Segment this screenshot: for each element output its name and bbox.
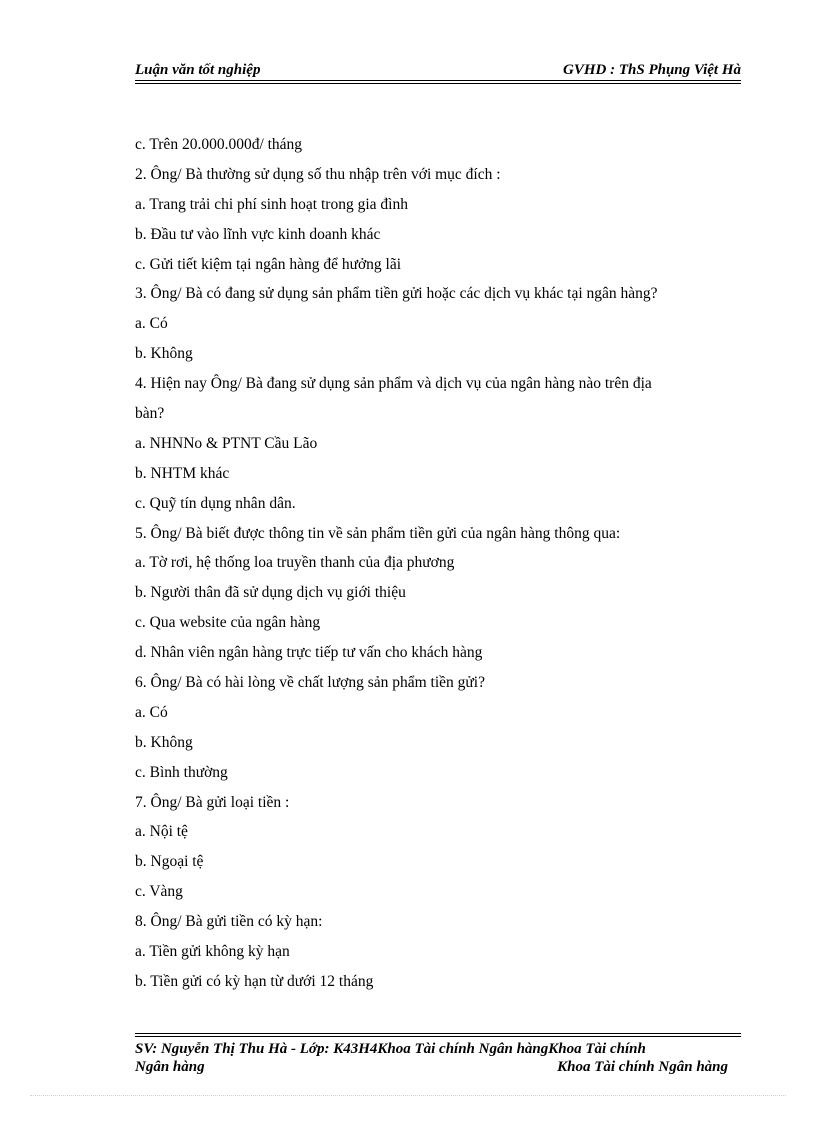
answer-option: a. Có [135, 315, 168, 333]
question-line: 4. Hiện nay Ông/ Bà đang sử dụng sản phẩm và dịch vụ của ngân hàng nào trên địa [135, 375, 652, 393]
footer-student-line: SV: Nguyễn Thị Thu Hà - Lớp: K43H4Khoa Tài chính Ngân hàngKhoa Tài chính [135, 1041, 646, 1057]
header-rule-top [135, 80, 741, 81]
answer-option: a. NHNNo & PTNT Cầu Lão [135, 434, 318, 452]
answer-option: b. Tiền gửi có kỳ hạn từ dưới 12 tháng [135, 972, 374, 990]
answer-option: a. Trang trải chi phí sinh hoạt trong gia đình [135, 195, 408, 213]
header-rule-bottom [135, 83, 741, 84]
answer-option: b. Không [135, 733, 193, 751]
page-boundary [30, 1095, 786, 1096]
answer-option: c. Bình thường [135, 763, 228, 781]
question-line: 2. Ông/ Bà thường sử dụng số thu nhập trên với mục đích : [135, 165, 501, 183]
answer-option: b. Người thân đã sử dụng dịch vụ giới thiệu [135, 584, 406, 602]
answer-option: a. Có [135, 703, 168, 721]
answer-option: b. Ngoại tệ [135, 853, 204, 871]
answer-option: d. Nhân viên ngân hàng trực tiếp tư vấn cho khách hàng [135, 644, 483, 662]
questionnaire-body [135, 130, 741, 997]
answer-option: a. Tiền gửi không kỳ hạn [135, 943, 290, 961]
page-header [135, 62, 741, 80]
page-footer [135, 1040, 741, 1076]
answer-option: a. Tờ rơi, hệ thống loa truyền thanh của địa phương [135, 554, 455, 572]
footer-second-line [135, 1058, 741, 1076]
question-line: 6. Ông/ Bà có hài lòng về chất lượng sản phẩm tiền gửi? [135, 674, 485, 692]
text-line: c. Trên 20.000.000đ/ tháng [135, 136, 303, 153]
header-supervisor: GVHD : ThS Phụng Việt Hà [563, 62, 741, 78]
answer-option: b. Đầu tư vào lĩnh vực kinh doanh khác [135, 225, 381, 243]
answer-option: c. Quỹ tín dụng nhân dân. [135, 494, 296, 512]
footer-rule-top [135, 1033, 741, 1034]
header-thesis-title: Luận văn tốt nghiệp [135, 62, 261, 78]
answer-option: c. Vàng [135, 883, 183, 901]
answer-option: c. Gửi tiết kiệm tại ngân hàng để hưởng lãi [135, 255, 402, 273]
footer-rule-bottom [135, 1036, 741, 1037]
question-line: 5. Ông/ Bà biết được thông tin về sản phẩm tiền gửi của ngân hàng thông qua: [135, 524, 621, 542]
question-line: 3. Ông/ Bà có đang sử dụng sản phẩm tiền gửi hoặc các dịch vụ khác tại ngân hàng? [135, 285, 658, 303]
question-line-continued: bàn? [135, 405, 165, 423]
question-line: 8. Ông/ Bà gửi tiền có kỳ hạn: [135, 913, 323, 931]
answer-option: b. Không [135, 345, 193, 363]
footer-faculty: Khoa Tài chính Ngân hàng [557, 1059, 728, 1075]
question-line: 7. Ông/ Bà gửi loại tiền : [135, 793, 290, 811]
answer-option: b. NHTM khác [135, 464, 230, 482]
footer-continuation: Ngân hàng [135, 1059, 205, 1075]
answer-option: c. Qua website của ngân hàng [135, 614, 321, 632]
answer-option: a. Nội tệ [135, 823, 188, 841]
